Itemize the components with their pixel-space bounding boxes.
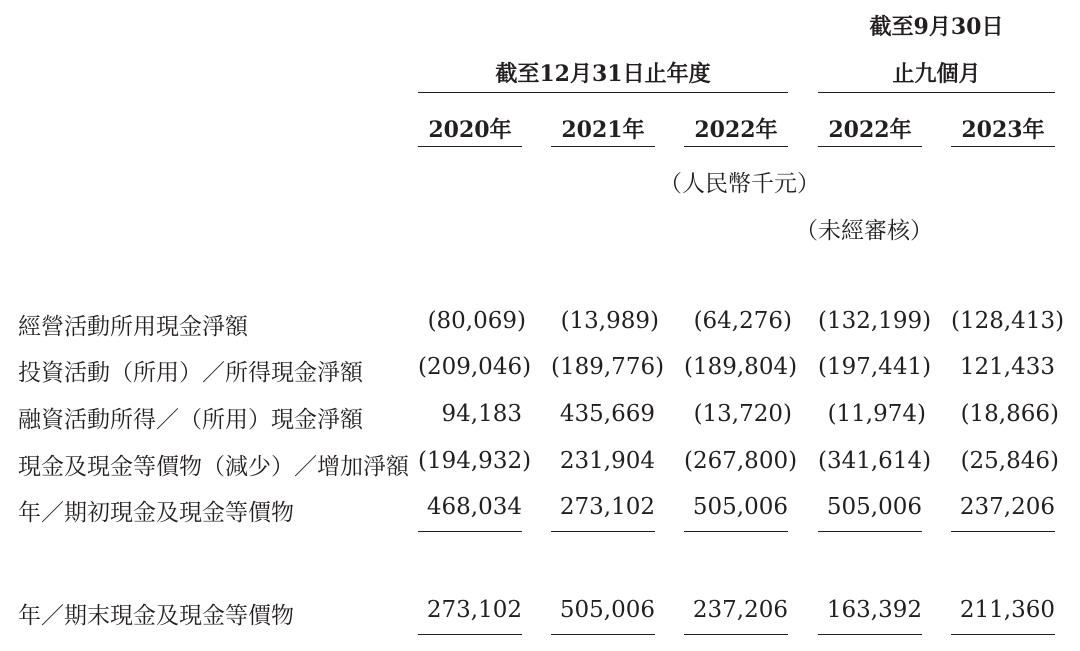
row-label-investing: 投資活動（所用）／所得現金淨額 — [18, 360, 363, 386]
subtotal-rule-1 — [418, 531, 522, 532]
cell-operating-2022-9m: (132,199) — [818, 308, 932, 334]
unit-note: （人民幣千元） — [659, 171, 820, 197]
cell-financing-2022-9m: (11,974) — [827, 401, 926, 427]
cell-closing-2020: 273,102 — [426, 597, 522, 623]
cell-opening-2022-9m: 505,006 — [826, 494, 922, 520]
cell-investing-2021: (189,776) — [551, 354, 665, 380]
cell-net-change-2022-9m: (341,614) — [818, 448, 932, 474]
year-header-2020: 2020年 — [428, 117, 512, 143]
cell-investing-2022: (189,804) — [684, 354, 798, 380]
cell-net-change-2020: (194,932) — [418, 448, 532, 474]
subtotal-rule-4 — [818, 531, 922, 532]
cell-opening-2023-9m: 237,206 — [959, 494, 1055, 520]
cell-net-change-2021: 231,904 — [559, 448, 655, 474]
cell-operating-2023-9m: (128,413) — [951, 308, 1065, 334]
group-header-nine-months-line2: 止九個月 — [892, 61, 981, 87]
cell-net-change-2022: (267,800) — [684, 448, 798, 474]
year-header-2022-9m: 2022年 — [828, 117, 912, 143]
cell-closing-2023-9m: 211,360 — [959, 597, 1055, 623]
subtotal-rule-5 — [951, 531, 1055, 532]
cell-closing-2022: 237,206 — [692, 597, 788, 623]
cell-opening-2021: 273,102 — [559, 494, 655, 520]
cell-financing-2023-9m: (18,866) — [960, 401, 1059, 427]
cell-investing-2020: (209,046) — [418, 354, 532, 380]
cell-operating-2022: (64,276) — [693, 308, 792, 334]
total-rule-4 — [818, 634, 922, 635]
row-label-closing-cash: 年／期末現金及現金等價物 — [18, 603, 294, 629]
cell-opening-2022: 505,006 — [692, 494, 788, 520]
year-rule-3 — [684, 146, 788, 147]
row-label-net-change: 現金及現金等價物（減少）／增加淨額 — [18, 454, 409, 480]
year-rule-5 — [951, 146, 1055, 147]
cell-financing-2020: 94,183 — [441, 401, 522, 427]
row-label-financing: 融資活動所得／（所用）現金淨額 — [18, 407, 363, 433]
year-header-2022: 2022年 — [694, 117, 778, 143]
cell-opening-2020: 468,034 — [426, 494, 522, 520]
group-header-rule-9m — [818, 92, 1055, 93]
subtotal-rule-2 — [551, 531, 655, 532]
year-rule-4 — [818, 146, 922, 147]
cell-financing-2021: 435,669 — [559, 401, 655, 427]
row-label-opening-cash: 年／期初現金及現金等價物 — [18, 500, 294, 526]
total-rule-1 — [418, 634, 522, 635]
group-header-fiscal-year: 截至12月31日止年度 — [495, 61, 711, 87]
cell-net-change-2023-9m: (25,846) — [960, 448, 1059, 474]
cell-investing-2023-9m: 121,433 — [959, 354, 1055, 380]
year-rule-2 — [551, 146, 655, 147]
cell-operating-2021: (13,989) — [560, 308, 659, 334]
unaudited-note: （未經審核） — [795, 218, 933, 244]
cell-operating-2020: (80,069) — [427, 308, 526, 334]
total-rule-5 — [951, 634, 1055, 635]
year-header-2021: 2021年 — [561, 117, 645, 143]
subtotal-rule-3 — [684, 531, 788, 532]
group-header-rule-fy — [418, 92, 788, 93]
group-header-nine-months-line1: 截至9月30日 — [869, 14, 1004, 40]
cell-closing-2021: 505,006 — [559, 597, 655, 623]
cell-investing-2022-9m: (197,441) — [818, 354, 932, 380]
year-rule-1 — [418, 146, 522, 147]
cell-closing-2022-9m: 163,392 — [826, 597, 922, 623]
row-label-operating: 經營活動所用現金淨額 — [18, 314, 248, 340]
total-rule-3 — [684, 634, 788, 635]
year-header-2023-9m: 2023年 — [961, 117, 1045, 143]
total-rule-2 — [551, 634, 655, 635]
cell-financing-2022: (13,720) — [693, 401, 792, 427]
